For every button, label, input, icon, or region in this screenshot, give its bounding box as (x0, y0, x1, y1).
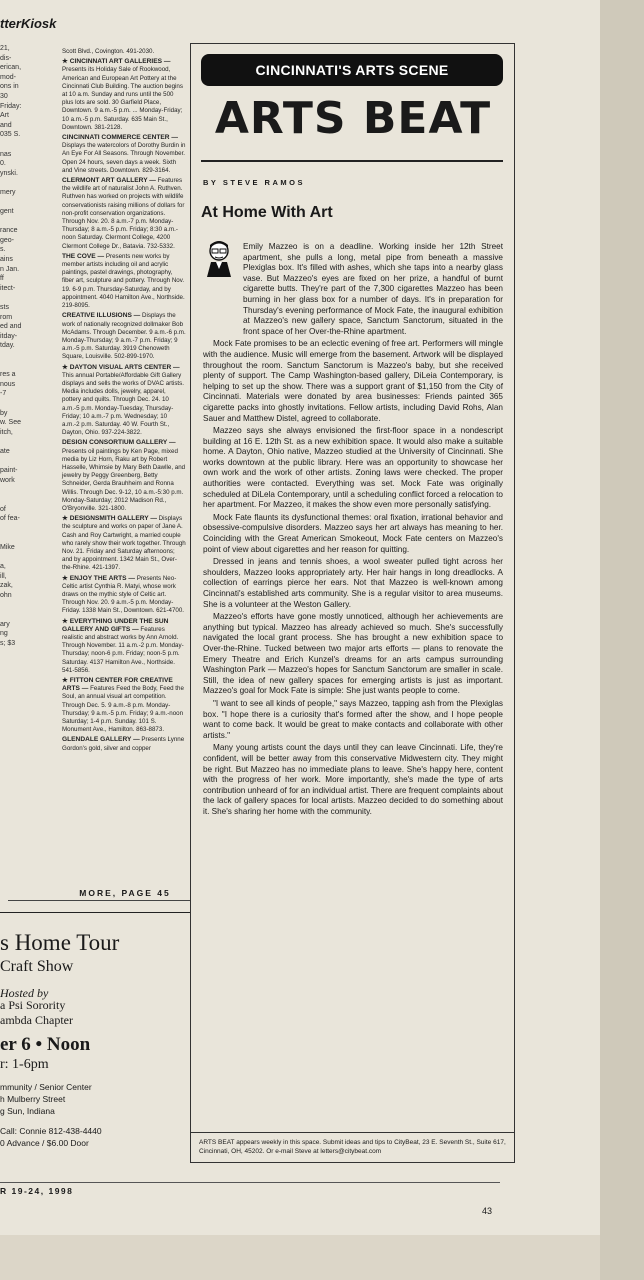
gallery-listing (62, 58, 186, 132)
article-paragraph: Dressed in jeans and tennis shoes, a wool sweater pulled tight across her shoulders, Mazzeo looks appropriately arty. Her hair hangs in long dreadlocks. A collection of earrings pierce her ears. Not that Mazzeo is well-known among Cincinnati's established arts community. She is a regular visitor to area museums. She is a volunteer at the Weston Gallery. (203, 557, 503, 609)
strip-line (0, 198, 14, 208)
gallery-name: DESIGN CONSORTIUM GALLERY — (62, 439, 176, 447)
strip-line: itect- (0, 284, 16, 292)
gallery-listing (62, 364, 186, 438)
strip-line (0, 437, 14, 447)
home-tour-ad (0, 912, 190, 1172)
strip-line: nas (0, 150, 12, 158)
ad-subtitle: Craft Show (0, 958, 74, 975)
gallery-name: ★ ENJOY THE ARTS — (62, 574, 135, 582)
gallery-name: THE COVE — (62, 252, 105, 260)
strip-line (0, 495, 14, 505)
article-paragraph: "I want to see all kinds of people," says Mazzeo, tapping ash from the Plexiglas box. "I hope there is a curiosity that's formed after the show, and I hope people want to come back. It would be great to make contacts and collaborate with other artists." (203, 698, 503, 740)
strip-line: ff (0, 275, 4, 283)
more-link: MORE, PAGE 45 (79, 888, 171, 898)
strip-line (0, 552, 14, 562)
ad-call: Call: Connie 812-438-4440 (0, 1126, 102, 1136)
strip-line: gent (0, 208, 14, 216)
strip-line (0, 600, 14, 610)
strip-line: 035 S. (0, 131, 21, 139)
strip-line (0, 178, 14, 188)
article-paragraph: Emily Mazzeo is on a deadline. Working inside her 12th Street apartment, she pulls a long, metal pipe from beneath a massive Plexiglas box. It's filled with ashes, which she taps into a nearby glass vase. But Mazzeo's eyes are fixed on her prize, a handful of burnt cigarette butts. They're part of the 7,300 cigarettes Mazzeo has been burning in her glass box for a number of days. It's in preparation for Thursday's evening performance of Mock Fate, the inaugural exhibition at Mazzeo's new gallery space, Sanctum Sanctorum, situated in the front space of her Over-the-Rhine apartment. (243, 242, 503, 336)
gallery-listing (62, 439, 186, 513)
strip-line: ate (0, 447, 10, 455)
page-edge (600, 0, 644, 1280)
gallery-text: Presents Lynne Gordon's gold, silver and copper (62, 736, 185, 752)
gallery-text: Presents oil paintings by Ken Page, mixed media by Liz Horn, Raku art by Robert Hasselle, Whimsie by Mary Beth Dawlle, and jewelry by Peggy Greenberg, Betty Schneider, Gerda Brauhheim and Ronna Willis. Through Dec. 9-12, 10 a.m.-5:30 p.m. Monday-Saturday; 2012 Madison Rd., O'Bryonville. 321-1800. (62, 447, 186, 512)
ad-title: s Home Tour (0, 930, 120, 955)
bottom-band (0, 1235, 600, 1280)
ad-chapter: ambda Chapter (0, 1013, 73, 1027)
gallery-text: Displays the work of nationally recognized dollmaker Bob McAdams. Through December. 9 a.m.-6 p.m. Monday-Thursday; 9 a.m.-7 p.m. Friday; 9 a.m.-5 p.m. Saturday. 3919 Chenoweth Square, Louisville. 502-899-1970. (62, 312, 186, 361)
ad-hosted: Hosted by (0, 986, 49, 1000)
strip-line: s; $3 (0, 639, 16, 647)
strip-line (0, 399, 14, 409)
strip-line: ons in (0, 83, 19, 91)
strip-line: rance (0, 227, 18, 235)
ad-sorority: a Psi Sorority (0, 998, 66, 1012)
gallery-name: ★ FITTON CENTER FOR CREATIVE ARTS — (62, 677, 173, 693)
gallery-text: This annual Portable/Affordable Gift Gallery displays and sells the works of DVAC artists. Media includes dolls, jewelry, apparel, pottery and quilts. Through Dec. 24. 10 a.m.-5 p.m. Monday-Tuesday, Thursday-Friday; 10 a.m.-7 p.m. Wednesday; 10 a.m.-2 p.m. Saturday. 40 W. Fourth St., Dayton, Ohio. 937-224-3822. (62, 371, 184, 437)
gallery-text: Presents new works by member artists including oil and acrylic paintings, pastel drawings, photography, fiber art, sculpture and pottery. Through Nov. 19. 6-9 p.m. Thursday-Saturday, and by appointment. 4040 Hamilton Ave., Northside. 219-8095. (62, 252, 185, 310)
strip-line (0, 293, 14, 303)
gallery-listing (62, 618, 186, 675)
article-paragraph: Many young artists count the days until they can leave Cincinnati. Life, they're confident, will be better away from this conservative Midwestern city. They might be right. But Mazzeo has no immediate plans to leave. She's happy here, content with the progress of her work. More importantly, she's made the type of arts contribution unheard of for an individual artist. There are frequent complaints about the lack of gallery spaces for local artists. Mazzeo decided to do something about it. She's sharing her home with the community. (203, 743, 503, 816)
title-rule (201, 160, 503, 162)
gallery-name: CINCINNATI COMMERCE CENTER — (62, 134, 178, 142)
gallery-text: Displays the watercolors of Dorothy Burdin in An Eye For All Seasons. Through November. Open 24 hours, seven days a week. Sixth and Vine streets. Downtown. 829-3164. (62, 142, 186, 174)
section-banner: CINCINNATI'S ARTS SCENE (201, 54, 503, 86)
strip-line: w. See (0, 419, 22, 427)
gallery-listing (62, 253, 186, 310)
gallery-listing (62, 515, 186, 572)
article-paragraph: Mazzeo says she always envisioned the first-floor space in a nondescript building at 16 E. 12th St. as a new exhibition space. It would also make a suitable home. A Dayton, Ohio native, Mazzeo studied at the University of Cincinnati. She works downtown at the public library. Here was an opportunity to showcase her own work and the work of other artists. Zoning laws were checked. The proper authorities were contacted. Everything was set. Mock Fate was originally scheduled at DiLela Contemporary, until a scheduling conflict forced a relocation to her apartment. For Mazzeo, it makes the show even more personally satisfying. (203, 426, 503, 510)
gallery-text: Features the wildlife art of naturalist John A. Ruthven. Ruthven has worked on projects with wildlife conservationists raising millions of dollars for non-profit conservation organizations. Through Nov. 20. 8 a.m.-7 p.m. Monday-Thursday; 8 a.m.-5 p.m. Friday; 8:30 a.m.-noon Saturday. Clermont College, 4200 Clermont College Dr., Batavia. 732-5332. (62, 177, 185, 250)
strip-line (0, 485, 14, 495)
strip-line (0, 457, 14, 467)
strip-line: ary (0, 620, 10, 628)
strip-line: ohn (0, 591, 12, 599)
gallery-name: CREATIVE ILLUSIONS — (62, 312, 141, 320)
headline: At Home With Art (201, 204, 333, 221)
strip-line: ed and (0, 323, 22, 331)
strip-line: s. (0, 246, 6, 254)
strip-line: erican, (0, 64, 22, 72)
gallery-listing (62, 312, 186, 361)
tagline-rule (191, 1132, 514, 1133)
strip-line: work (0, 476, 15, 484)
strip-line: ynski. (0, 169, 18, 177)
gallery-text: Presents Neo-Celtic artist Cynthia R. Matyi, whose work draws on the mythic style of Celtic art. Through Nov. 20. 9 a.m.-5 p.m. Monday-Friday. 1338 Main St., Downtown. 621-4700. (62, 574, 184, 615)
divider (8, 900, 190, 901)
strip-line: mery (0, 188, 16, 196)
gallery-name: ★ EVERYTHING UNDER THE SUN GALLERY AND GIFTS — (62, 617, 169, 633)
ad-street: h Mulberry Street (0, 1094, 66, 1104)
gallery-listing (62, 575, 186, 616)
strip-line: dis- (0, 54, 12, 62)
strip-line (0, 361, 14, 371)
strip-line: Mike (0, 543, 15, 551)
gallery-listing (62, 736, 186, 752)
strip-line: rom (0, 313, 13, 321)
strip-line: sts (0, 304, 9, 312)
strip-line: itday- (0, 332, 18, 340)
strip-line: a, (0, 563, 6, 571)
gallery-listing (62, 677, 186, 734)
gallery-listing (62, 134, 186, 175)
footer-rule (0, 1182, 500, 1183)
strip-line: tday. (0, 342, 15, 350)
strip-line (0, 533, 14, 543)
strip-line: -7 (0, 390, 7, 398)
gallery-text: Features Feed the Body, Feed the Soul, an annual visual art competition. Through Dec. 5. 9 a.m.-8 p.m. Monday-Thursday; 9 a.m.-5 p.m. Friday; 9 a.m.-noon Saturday; 1-4 p.m. Sunday. 101 S. Monument Ave., Hamilton. 863-8873. (62, 685, 184, 734)
arts-beat-column (190, 43, 515, 1163)
strip-line: by (0, 409, 8, 417)
gallery-text: Features realistic and abstract works by Ann Arnold. Through November. 11 a.m.-2 p.m. Monday-Thursday; noon-6 p.m. Friday; noon-5 p.m. Saturday. 4137 Hamilton Ave., Northside. 541-5856. (62, 625, 184, 674)
gallery-listing (62, 177, 186, 251)
strip-line: geo- (0, 236, 15, 244)
strip-line: Art (0, 112, 9, 120)
gallery-listings (62, 48, 186, 755)
gallery-name: GLENDALE GALLERY — (62, 736, 140, 744)
strip-line: res a (0, 371, 16, 379)
gallery-text: Scott Blvd., Covington. 491-2030. (62, 48, 155, 55)
strip-line (0, 524, 14, 534)
strip-line: itch, (0, 428, 13, 436)
column-tagline: ARTS BEAT appears weekly in this space. Submit ideas and tips to CityBeat, 23 E. Seventh St., Suite 617, Cincinnati, OH, 45202. Or e-mail Steve at letters@citybeat.com (199, 1139, 506, 1155)
gallery-text: Presents its Holiday Sale of Rookwood, American and European Art Pottery at the Cincinnati Club Building. The auction begins at 10 a.m. Sunday and runs until the 500 plus lots are sold. 30 Garfield Place, Downtown. 9 a.m.-5 p.m. ... Monday-Friday; 10 a.m.-5 p.m. Saturday. 635 Main St., Downtown. 381-2128. (62, 66, 183, 131)
strip-line: ill, (0, 572, 7, 580)
ad-date: er 6 • Noon (0, 1034, 91, 1055)
page-number: 43 (482, 1206, 493, 1216)
strip-line: ains (0, 256, 13, 264)
strip-line: nous (0, 380, 16, 388)
article-paragraph: Mock Fate flaunts its dysfunctional themes: oral fixation, irrational behavior and obsessive-compulsive disorders. Mazzeo says her art always has meaning to her. Coinciding with the Great American Smokeout, Mock Fate centers on Mazzeo's point of view about cigarettes and her reason for quitting. (203, 512, 503, 554)
gallery-listing (62, 48, 186, 56)
article-paragraph: Mock Fate promises to be an eclectic evening of free art. Performers will mingle with the audience. Music will emerge from the basement. Artwork will be displayed throughout the room. Sanctum Sanctorum is Mazzeo's baby, but she received plenty of support. The Camp Washington-based gallery, DiLeia Contemporary, is helping to set up the show. There was a support grant of $1,150 from the City of Cincinnati. Materials were donated by area businesses: Friends painted 365 cigarette packs into ghostly invitations. Fellow artists, including David Rohs, Alan Sauer and Matthew Distel, agreed to collaborate. (203, 339, 503, 423)
strip-line: and (0, 121, 12, 129)
strip-line (0, 610, 14, 620)
strip-line: ng (0, 630, 8, 638)
strip-line: of fea- (0, 515, 20, 523)
kiosk-header: tterKiosk (0, 16, 57, 31)
strip-line: mod- (0, 73, 16, 81)
ad-time: r: 1-6pm (0, 1057, 49, 1072)
gallery-name: ★ CINCINNATI ART GALLERIES — (62, 58, 171, 66)
ad-city: g Sun, Indiana (0, 1106, 55, 1116)
strip-line (0, 351, 14, 361)
article-paragraph: Mazzeo's efforts have gone mostly unnoticed, although her achievements are anything but typical. Mazzeo has already achieved so much. She's successfully navigated the local grant process. She has brought a new exhibition space to Over-the-Rhine. Tucked between two major arts efforts — plans to renovate the Emery Theatre and Erich Kunzel's dreams for an arts campus surrounding Washington Park — Mazzeo's hopes for Sanctum Sanctorum are smaller in scale. Still, the idea of new gallery spaces for emerging artists is just as important. Mazzeo's goal for Mock Fate is simple: She just wants people to come. (203, 612, 503, 696)
byline: BY STEVE RAMOS (203, 178, 305, 187)
gallery-text: Displays the sculpture and works on paper of Jane A. Cash and Roy Cartwright, a married couple who rarely show their work together. Through Nov. 21. Friday and Saturday afternoons; and by appointment. 1342 Main St., Over-the-Rhine. 421-1397. (62, 515, 186, 572)
ad-price: 0 Advance / $6.00 Door (0, 1138, 89, 1148)
strip-line: n Jan. (0, 265, 20, 273)
issue-date: R 19-24, 1998 (0, 1186, 74, 1196)
strip-line: 30 (0, 92, 8, 100)
article-body (203, 242, 503, 819)
strip-line: paint- (0, 467, 18, 475)
gallery-name: CLERMONT ART GALLERY — (62, 177, 156, 185)
gallery-name: ★ DAYTON VISUAL ARTS CENTER — (62, 363, 180, 371)
strip-line: 21, (0, 45, 10, 52)
strip-line: 0. (0, 160, 6, 168)
ad-venue: mmunity / Senior Center (0, 1082, 92, 1092)
gallery-name: ★ DESIGNSMITH GALLERY — (62, 515, 157, 523)
strip-line: Friday: (0, 102, 22, 110)
strip-line (0, 140, 14, 150)
strip-line: zak, (0, 582, 13, 590)
strip-line: of (0, 505, 6, 513)
column-title: ARTS BEAT (214, 93, 492, 144)
strip-line (0, 217, 14, 227)
